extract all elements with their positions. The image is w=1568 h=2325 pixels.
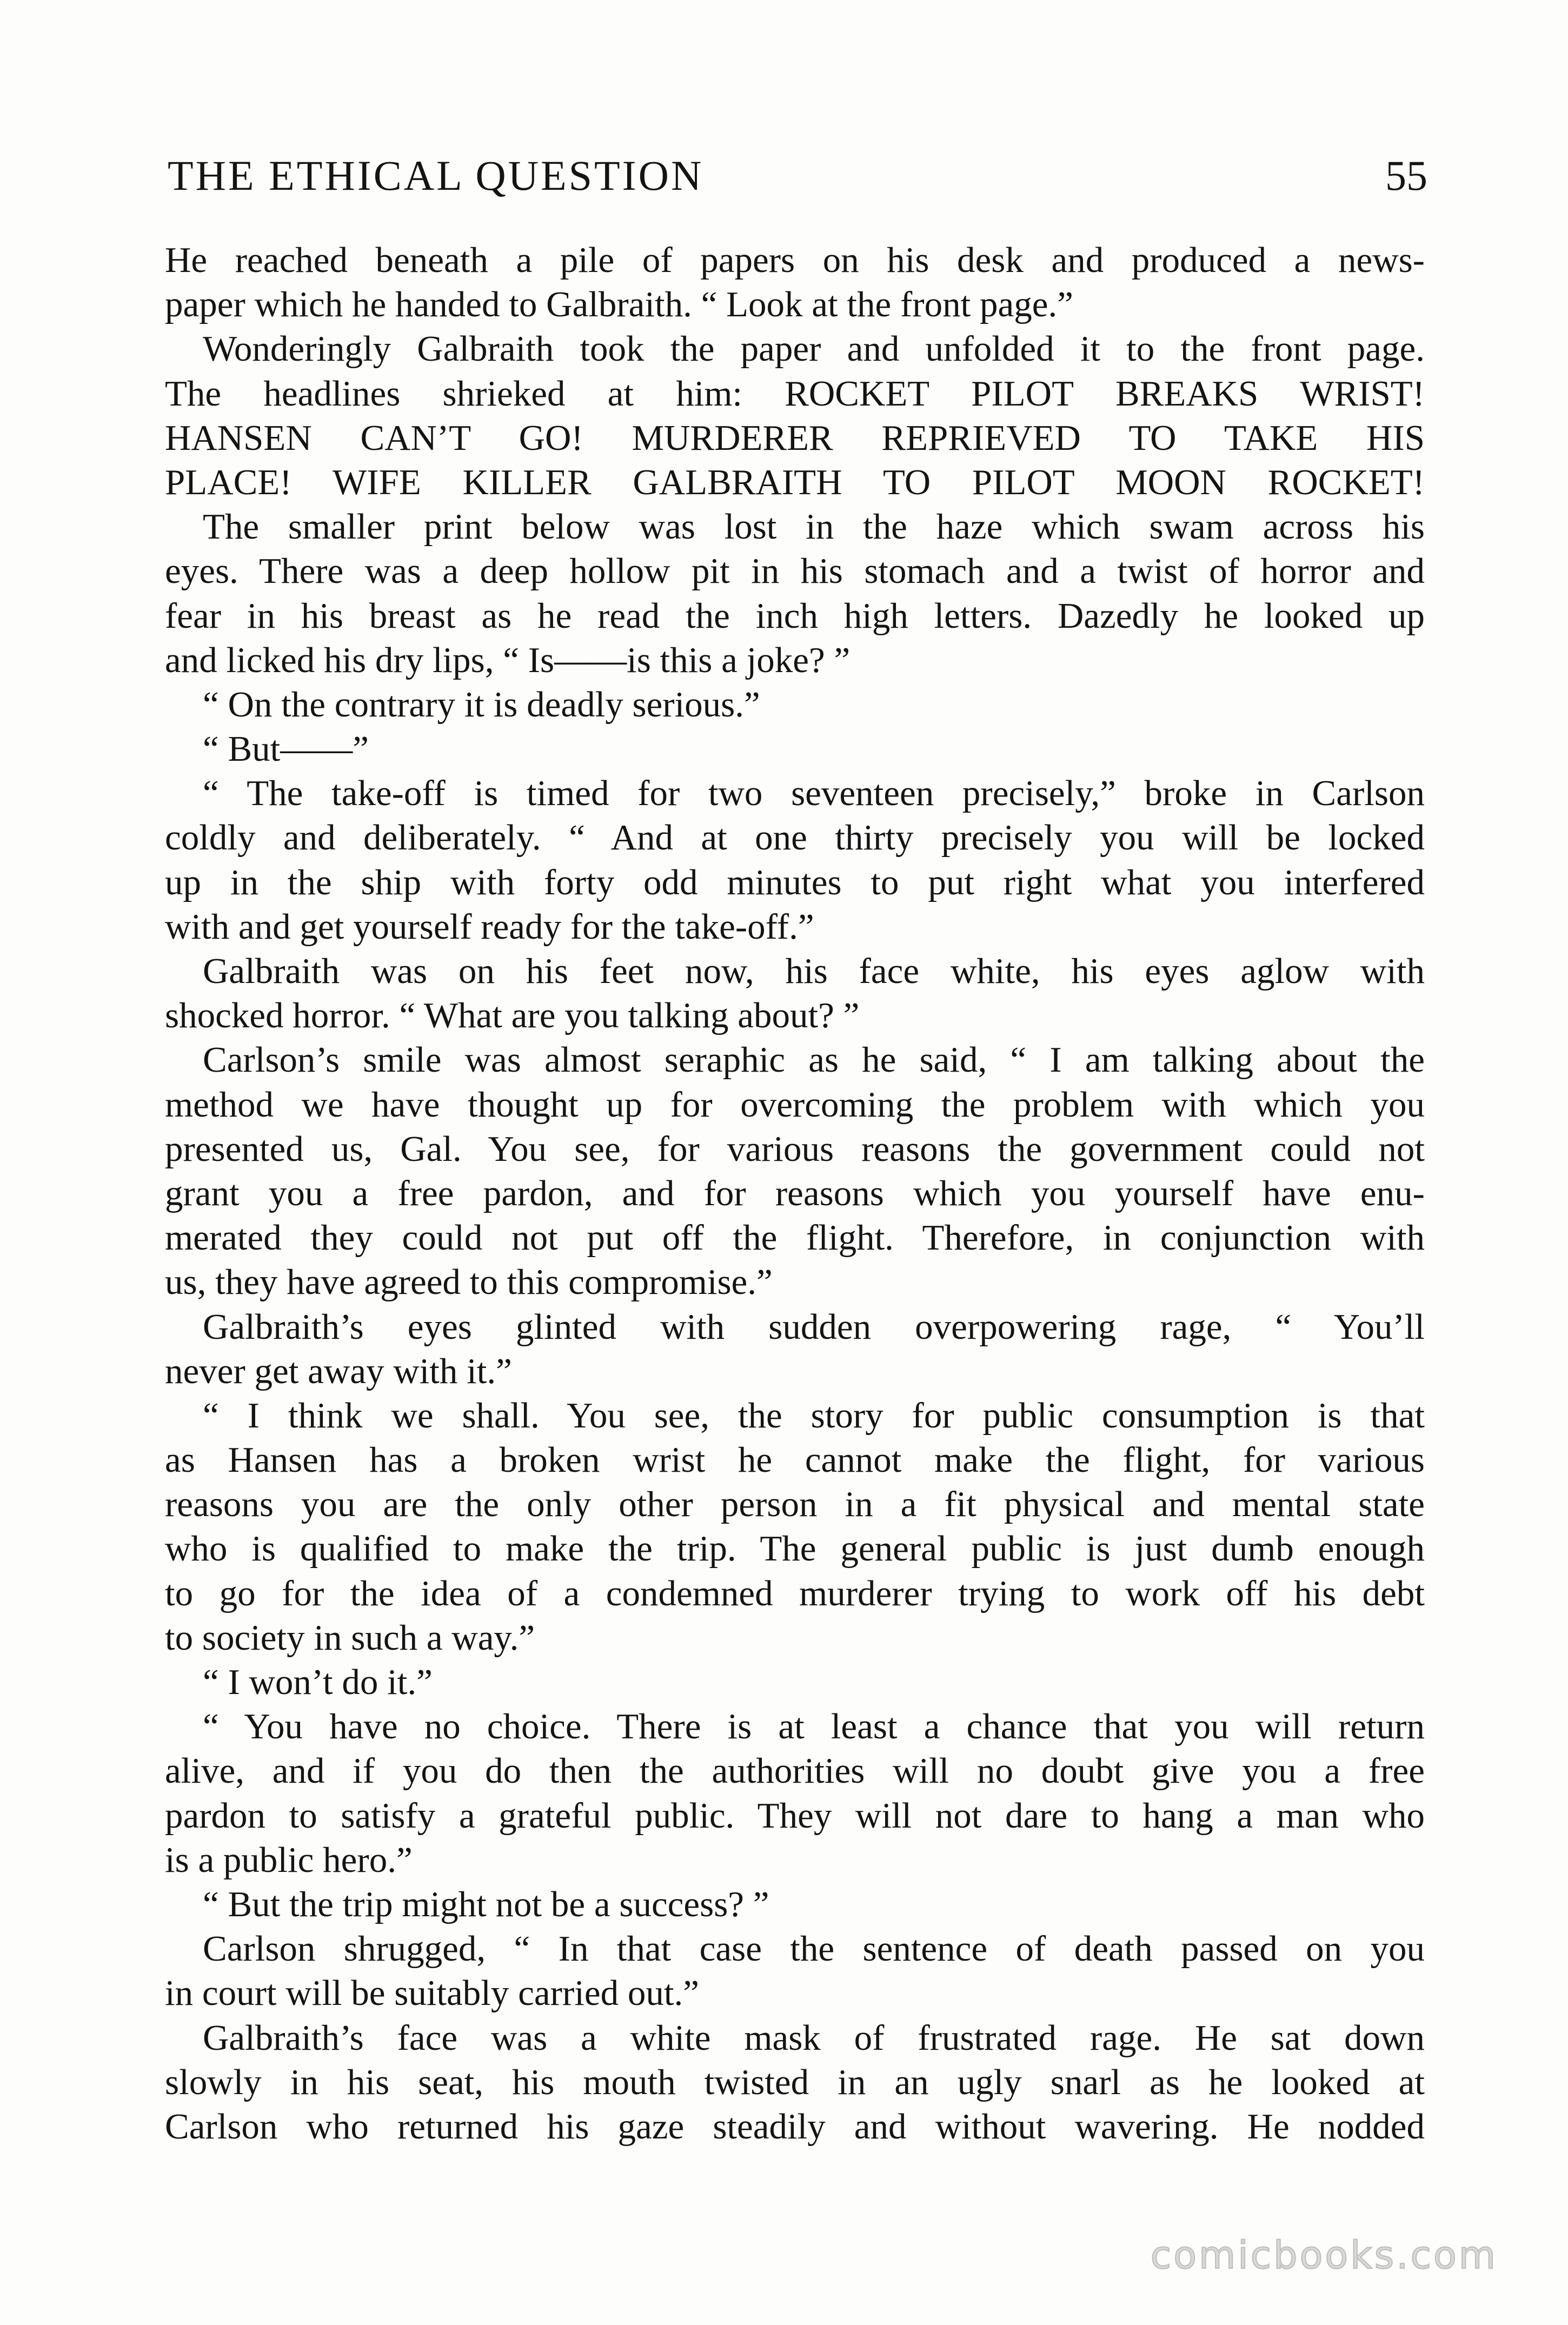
text-line: paper which he handed to Galbraith. “ Look at the front page.”: [165, 284, 1073, 325]
text-line: alive, and if you do then the authorities will no doubt give you a free: [165, 1751, 1425, 1791]
text-line: is a public hero.”: [165, 1839, 413, 1880]
text-line: coldly and deliberately. “ And at one thirty precisely you will be locked: [165, 818, 1425, 858]
text-line: “ But——”: [203, 729, 369, 769]
text-line: He reached beneath a pile of papers on his desk and produced a news-: [165, 240, 1425, 280]
text-line: Carlson who returned his gaze steadily and without wavering. He nodded: [165, 2106, 1425, 2147]
watermark: comicbooks.com: [1150, 2233, 1498, 2277]
text-line: in court will be suitably carried out.”: [165, 1973, 699, 2014]
text-line: “ I won’t do it.”: [203, 1662, 433, 1702]
text-line: HANSEN CAN’T GO! MURDERER REPRIEVED TO TAKE HIS: [165, 417, 1425, 458]
text-line: PLACE! WIFE KILLER GALBRAITH TO PILOT MOON ROCKET!: [165, 462, 1425, 502]
running-head: [168, 149, 1427, 203]
page-number: 55: [1385, 152, 1427, 199]
text-line: “ The take-off is timed for two seventeen precisely,” broke in Carlson: [203, 773, 1425, 814]
text-line: “ But the trip might not be a success? ”: [203, 1884, 769, 1924]
text-line: “ I think we shall. You see, the story for public consumption is that: [203, 1395, 1425, 1436]
text-line: method we have thought up for overcoming the problem with which you: [165, 1084, 1425, 1125]
text-line: with and get yourself ready for the take-off.”: [165, 906, 814, 947]
text-line: Carlson shrugged, “ In that case the sentence of death passed on you: [203, 1929, 1425, 1969]
text-line: grant you a free pardon, and for reasons which you yourself have enu-: [165, 1173, 1425, 1213]
text-line: as Hansen has a broken wrist he cannot make the flight, for various: [165, 1440, 1425, 1480]
text-line: Galbraith’s eyes glinted with sudden overpowering rage, “ You’ll: [203, 1306, 1425, 1347]
text-line: The smaller print below was lost in the haze which swam across his: [203, 507, 1425, 547]
text-line: The headlines shrieked at him: ROCKET PILOT BREAKS WRIST!: [165, 373, 1425, 414]
text-line: to society in such a way.”: [165, 1617, 535, 1658]
text-line: merated they could not put off the flight. Therefore, in conjunction with: [165, 1218, 1425, 1258]
text-line: and licked his dry lips, “ Is——is this a joke? ”: [165, 640, 851, 680]
text-line: presented us, Gal. You see, for various reasons the government could not: [165, 1128, 1425, 1169]
text-line: reasons you are the only other person in a fit physical and mental state: [165, 1484, 1425, 1525]
text-line: Galbraith was on his feet now, his face white, his eyes aglow with: [203, 951, 1425, 991]
text-line: who is qualified to make the trip. The general public is just dumb enough: [165, 1529, 1425, 1569]
text-line: slowly in his seat, his mouth twisted in an ugly snarl as he looked at: [165, 2062, 1425, 2102]
text-line: Galbraith’s face was a white mask of frustrated rage. He sat down: [203, 2017, 1425, 2058]
body-text: [165, 238, 1425, 2149]
text-line: never get away with it.”: [165, 1351, 512, 1391]
text-line: up in the ship with forty odd minutes to put right what you interfered: [165, 862, 1425, 902]
text-line: to go for the idea of a condemned murderer trying to work off his debt: [165, 1573, 1425, 1613]
text-line: pardon to satisfy a grateful public. They will not dare to hang a man who: [165, 1795, 1425, 1836]
text-line: us, they have agreed to this compromise.”: [165, 1262, 773, 1303]
text-line: “ On the contrary it is deadly serious.”: [203, 684, 760, 725]
text-line: shocked horror. “ What are you talking about? ”: [165, 995, 860, 1036]
text-line: Wonderingly Galbraith took the paper and unfolded it to the front page.: [203, 329, 1425, 369]
text-line: fear in his breast as he read the inch high letters. Dazedly he looked up: [165, 595, 1425, 636]
text-line: Carlson’s smile was almost seraphic as he said, “ I am talking about the: [203, 1040, 1425, 1080]
running-title: THE ETHICAL QUESTION: [168, 152, 704, 199]
text-line: eyes. There was a deep hollow pit in his stomach and a twist of horror and: [165, 551, 1425, 592]
text-line: “ You have no choice. There is at least a chance that you will return: [203, 1706, 1425, 1747]
